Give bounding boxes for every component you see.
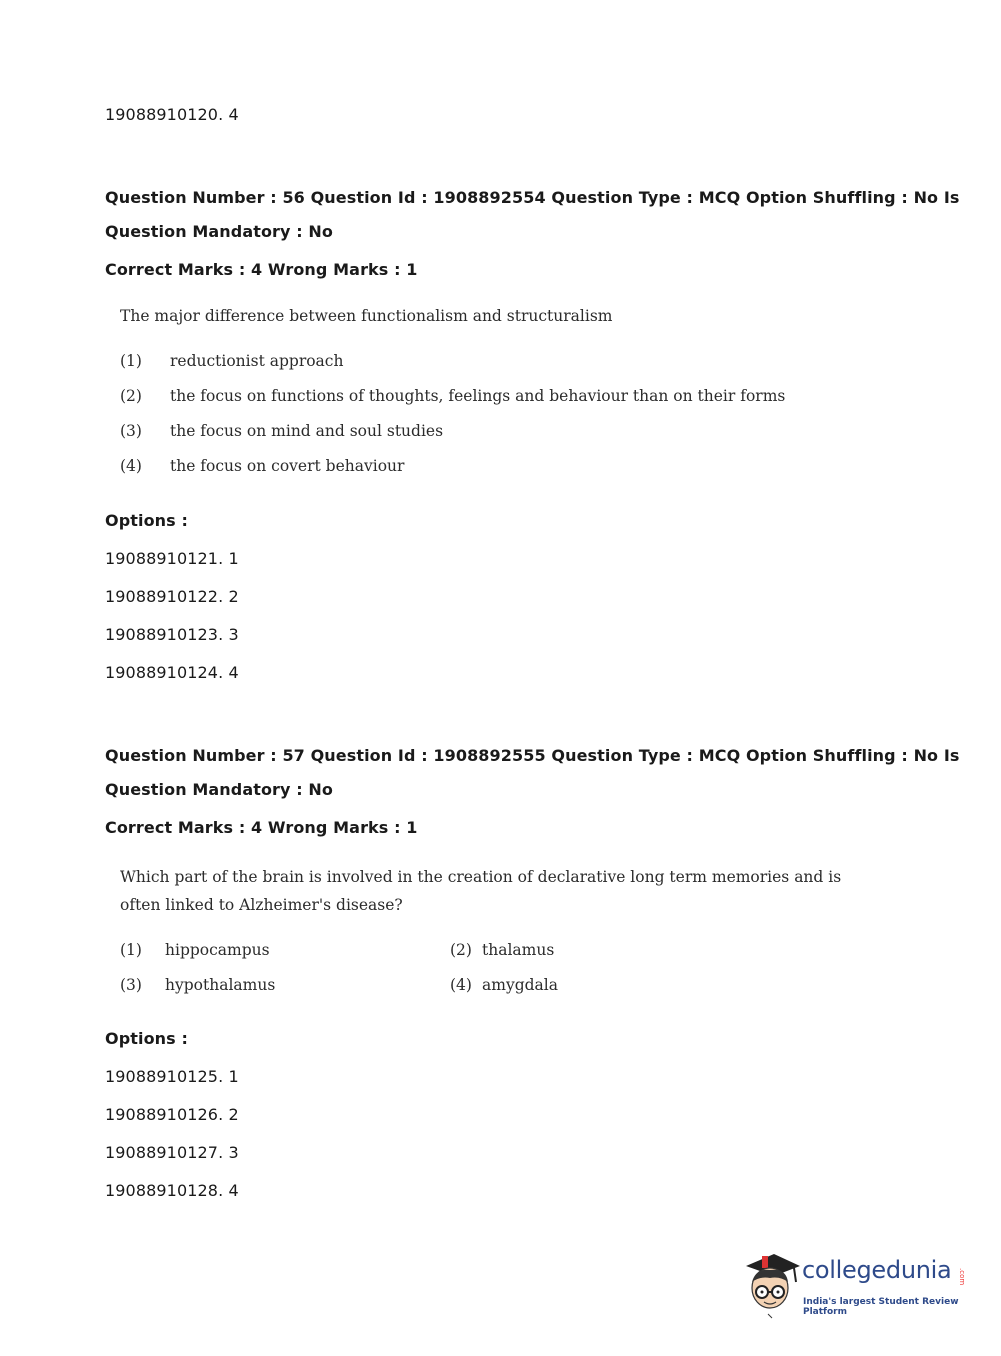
logo-com: .com [958,1268,966,1286]
choice-number: (2) [450,941,472,959]
collegedunia-logo[interactable] [742,1248,972,1320]
choice-1 [120,352,343,370]
option-id-prev: 19088910120. 4 [105,105,239,124]
choice-number: (4) [120,457,142,475]
option-id: 19088910125. 1 [105,1067,239,1086]
choice-number: (4) [450,976,472,994]
question-header-line2: Question Mandatory : No [105,780,333,799]
choice-text: hippocampus [165,941,270,959]
question-header-line2: Question Mandatory : No [105,222,333,241]
question-stem: The major difference between functionalism and structuralism [120,307,613,325]
choice-text: reductionist approach [170,352,344,370]
question-stem-line1: Which part of the brain is involved in the creation of declarative long term memories and is [120,868,842,886]
option-id: 19088910126. 2 [105,1105,239,1124]
choice-number: (1) [120,941,142,959]
mascot-icon [742,1248,802,1320]
choice-text: the focus on functions of thoughts, feelings and behaviour than on their forms [170,387,786,405]
choice-number: (3) [120,976,142,994]
logo-wordmark: collegedunia [802,1256,952,1284]
question-stem-line2: often linked to Alzheimer's disease? [120,896,403,914]
choice-3 [120,976,275,994]
option-id: 19088910127. 3 [105,1143,239,1162]
choice-text: hypothalamus [165,976,276,994]
choice-4 [450,976,558,994]
choice-text: the focus on covert behaviour [170,457,405,475]
option-id: 19088910124. 4 [105,663,239,682]
choice-text: thalamus [482,941,555,959]
question-marks: Correct Marks : 4 Wrong Marks : 1 [105,818,418,837]
choice-number: (2) [120,387,142,405]
choice-3 [120,422,443,440]
option-id: 19088910122. 2 [105,587,239,606]
question-header-line1: Question Number : 56 Question Id : 1908892554 Question Type : MCQ Option Shuffling : No Is [105,188,960,207]
logo-tagline: India's largest Student Review Platform [803,1297,959,1317]
question-marks: Correct Marks : 4 Wrong Marks : 1 [105,260,418,279]
option-id: 19088910128. 4 [105,1181,239,1200]
choice-1 [120,941,270,959]
options-label: Options : [105,1029,188,1048]
choice-text: the focus on mind and soul studies [170,422,444,440]
option-id: 19088910121. 1 [105,549,239,568]
choice-number: (3) [120,422,142,440]
options-label: Options : [105,511,188,530]
choice-number: (1) [120,352,142,370]
choice-text: amygdala [482,976,558,994]
option-id: 19088910123. 3 [105,625,239,644]
choice-2 [450,941,554,959]
choice-2 [120,387,785,405]
choice-4 [120,457,404,475]
question-header-line1: Question Number : 57 Question Id : 1908892555 Question Type : MCQ Option Shuffling : No Is [105,746,960,765]
